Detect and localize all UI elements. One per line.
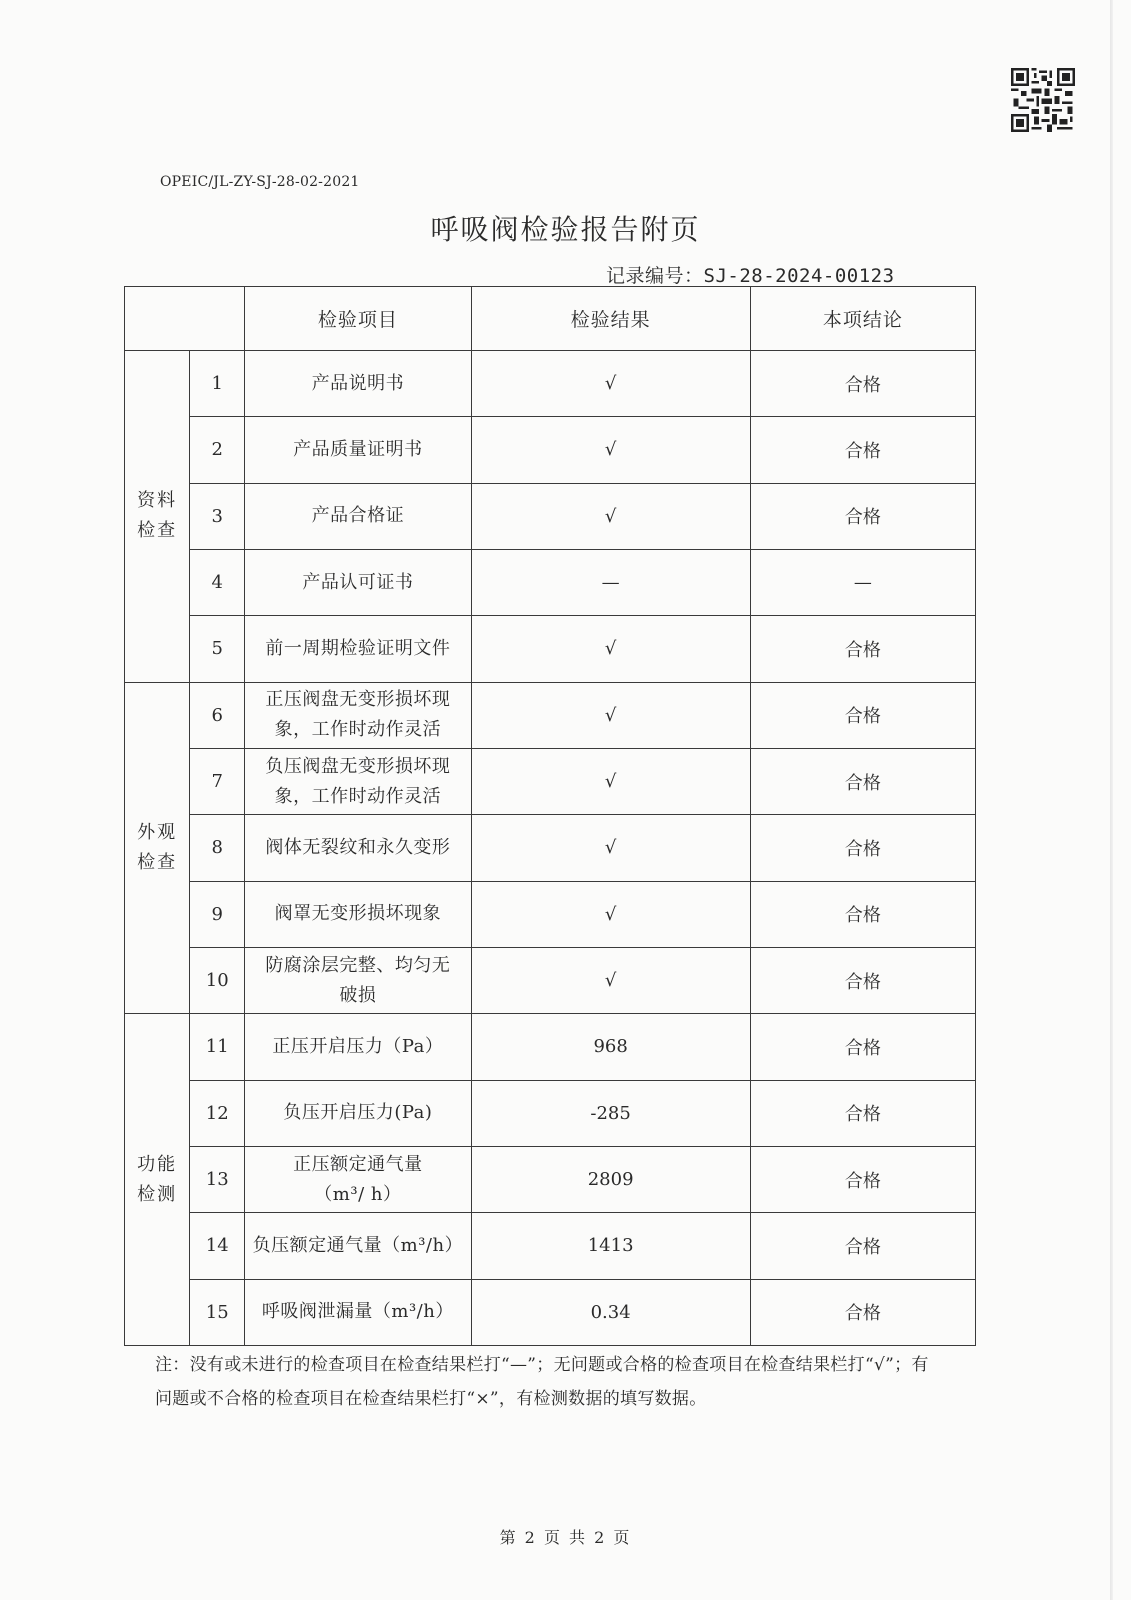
inspection-item: 产品认可证书 <box>245 549 471 615</box>
table-row <box>125 748 976 814</box>
qr-code-icon <box>1011 68 1075 132</box>
inspection-item: 防腐涂层完整、均匀无 破损 <box>245 947 471 1013</box>
inspection-item: 正压开启压力（Pa） <box>245 1014 471 1080</box>
item-conclusion: 合格 <box>750 417 975 483</box>
item-conclusion: 合格 <box>750 1146 975 1212</box>
table-row <box>125 1080 976 1146</box>
inspection-result: √ <box>471 483 750 549</box>
record-number <box>606 261 895 288</box>
inspection-result: — <box>471 549 750 615</box>
header-item: 检验项目 <box>245 287 471 351</box>
footnote: 注：没有或未进行的检查项目在检查结果栏打“—”；无问题或合格的检查项目在检查结果栏打“√”；有问题或不合格的检查项目在检查结果栏打“×”，有检测数据的填写数据。 <box>155 1355 929 1409</box>
inspection-item: 负压开启压力(Pa) <box>245 1080 471 1146</box>
inspection-result: √ <box>471 417 750 483</box>
inspection-item: 负压阀盘无变形损坏现 象，工作时动作灵活 <box>245 748 471 814</box>
table-row <box>125 1014 976 1080</box>
inspection-item: 负压额定通气量（m³/h） <box>245 1213 471 1279</box>
row-number: 14 <box>190 1213 245 1279</box>
item-conclusion: 合格 <box>750 1014 975 1080</box>
inspection-item: 前一周期检验证明文件 <box>245 616 471 682</box>
inspection-result: -285 <box>471 1080 750 1146</box>
inspection-item: 正压阀盘无变形损坏现 象，工作时动作灵活 <box>245 682 471 748</box>
inspection-item: 正压额定通气量 （m³/ h） <box>245 1146 471 1212</box>
table-row <box>125 682 976 748</box>
row-number: 10 <box>190 947 245 1013</box>
inspection-result: √ <box>471 682 750 748</box>
record-number-label: 记录编号： <box>606 265 704 287</box>
inspection-result: 1413 <box>471 1213 750 1279</box>
header-blank-cell <box>125 287 245 351</box>
header-conclusion: 本项结论 <box>750 287 975 351</box>
item-conclusion: 合格 <box>750 682 975 748</box>
table-row <box>125 549 976 615</box>
group-label: 外观 检查 <box>125 682 190 1014</box>
inspection-result: 2809 <box>471 1146 750 1212</box>
row-number: 9 <box>190 881 245 947</box>
row-number: 6 <box>190 682 245 748</box>
inspection-result: √ <box>471 815 750 881</box>
page-number: 第 2 页 共 2 页 <box>499 1528 632 1547</box>
inspection-item: 产品说明书 <box>245 351 471 417</box>
item-conclusion: 合格 <box>750 748 975 814</box>
group-label: 功能 检测 <box>125 1014 190 1346</box>
table-row <box>125 1146 976 1212</box>
item-conclusion: 合格 <box>750 483 975 549</box>
table-row <box>125 1213 976 1279</box>
item-conclusion: — <box>750 549 975 615</box>
table-row <box>125 483 976 549</box>
page-title: 呼吸阀检验报告附页 <box>430 213 701 246</box>
inspection-result: √ <box>471 616 750 682</box>
row-number: 15 <box>190 1279 245 1345</box>
header-result: 检验结果 <box>471 287 750 351</box>
row-number: 13 <box>190 1146 245 1212</box>
row-number: 8 <box>190 815 245 881</box>
inspection-table <box>124 286 976 1346</box>
inspection-result: √ <box>471 748 750 814</box>
inspection-result: 968 <box>471 1014 750 1080</box>
item-conclusion: 合格 <box>750 815 975 881</box>
row-number: 2 <box>190 417 245 483</box>
row-number: 7 <box>190 748 245 814</box>
table-row <box>125 815 976 881</box>
item-conclusion: 合格 <box>750 1279 975 1345</box>
inspection-result: 0.34 <box>471 1279 750 1345</box>
item-conclusion: 合格 <box>750 616 975 682</box>
table-body <box>125 351 976 1346</box>
document-code: OPEIC/JL-ZY-SJ-28-02-2021 <box>160 174 360 190</box>
inspection-item: 产品质量证明书 <box>245 417 471 483</box>
table-row <box>125 1279 976 1345</box>
row-number: 3 <box>190 483 245 549</box>
table-row <box>125 351 976 417</box>
inspection-result: √ <box>471 881 750 947</box>
item-conclusion: 合格 <box>750 1080 975 1146</box>
inspection-result: √ <box>471 947 750 1013</box>
table-row <box>125 417 976 483</box>
group-label: 资料 检查 <box>125 351 190 683</box>
table-row <box>125 616 976 682</box>
row-number: 4 <box>190 549 245 615</box>
inspection-item: 阀体无裂纹和永久变形 <box>245 815 471 881</box>
item-conclusion: 合格 <box>750 1213 975 1279</box>
item-conclusion: 合格 <box>750 351 975 417</box>
item-conclusion: 合格 <box>750 881 975 947</box>
inspection-item: 阀罩无变形损坏现象 <box>245 881 471 947</box>
table-row <box>125 881 976 947</box>
item-conclusion: 合格 <box>750 947 975 1013</box>
inspection-item: 呼吸阀泄漏量（m³/h） <box>245 1279 471 1345</box>
inspection-item: 产品合格证 <box>245 483 471 549</box>
row-number: 1 <box>190 351 245 417</box>
row-number: 5 <box>190 616 245 682</box>
row-number: 12 <box>190 1080 245 1146</box>
table-header-row <box>125 287 976 351</box>
table-row <box>125 947 976 1013</box>
row-number: 11 <box>190 1014 245 1080</box>
inspection-result: √ <box>471 351 750 417</box>
record-number-value: SJ-28-2024-00123 <box>703 265 895 287</box>
